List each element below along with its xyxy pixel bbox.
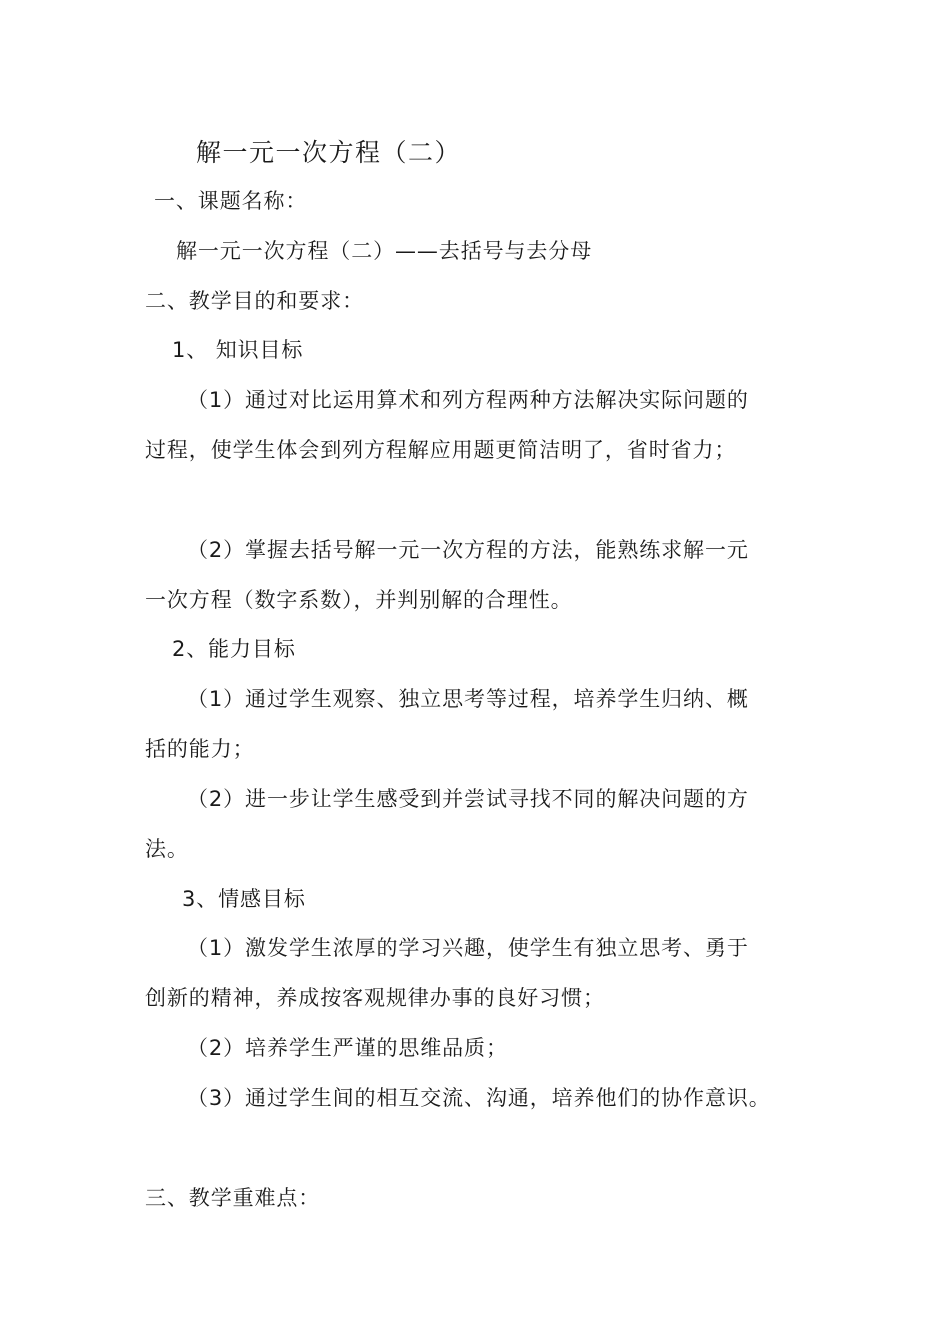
document-title: 解一元一次方程（二） [196, 138, 462, 167]
section-1-heading: 一、课题名称： [154, 189, 308, 213]
paragraph-line: （2）进一步让学生感受到并尝试寻找不同的解决问题的方 [187, 787, 749, 811]
section-2-heading: 二、教学目的和要求： [145, 289, 364, 313]
paragraph-line: 过程，使学生体会到列方程解应用题更简洁明了，省时省力； [145, 438, 737, 462]
paragraph-line: 法。 [145, 837, 189, 861]
paragraph-line: 创新的精神，养成按客观规律办事的良好习惯； [145, 986, 605, 1010]
paragraph-line: （1）通过学生观察、独立思考等过程，培养学生归纳、概 [187, 687, 749, 711]
section-3-heading: 三、教学重难点： [145, 1186, 321, 1210]
emotion-goal-heading: 3、情感目标 [182, 887, 306, 911]
paragraph-line: 一次方程（数字系数），并判别解的合理性。 [145, 588, 573, 612]
paragraph-line: （1）激发学生浓厚的学习兴趣，使学生有独立思考、勇于 [187, 936, 749, 960]
paragraph-line: （2）培养学生严谨的思维品质； [187, 1036, 508, 1060]
paragraph-line: （2）掌握去括号解一元一次方程的方法，能熟练求解一元 [187, 538, 749, 562]
course-name: 解一元一次方程（二）——去括号与去分母 [176, 239, 593, 263]
knowledge-goal-heading: 1、 知识目标 [172, 338, 304, 362]
paragraph-line: （1）通过对比运用算术和列方程两种方法解决实际问题的 [187, 388, 749, 412]
paragraph-line: （3）通过学生间的相互交流、沟通，培养他们的协作意识。 [187, 1086, 771, 1110]
ability-goal-heading: 2、能力目标 [172, 637, 296, 661]
paragraph-line: 括的能力； [145, 737, 255, 761]
